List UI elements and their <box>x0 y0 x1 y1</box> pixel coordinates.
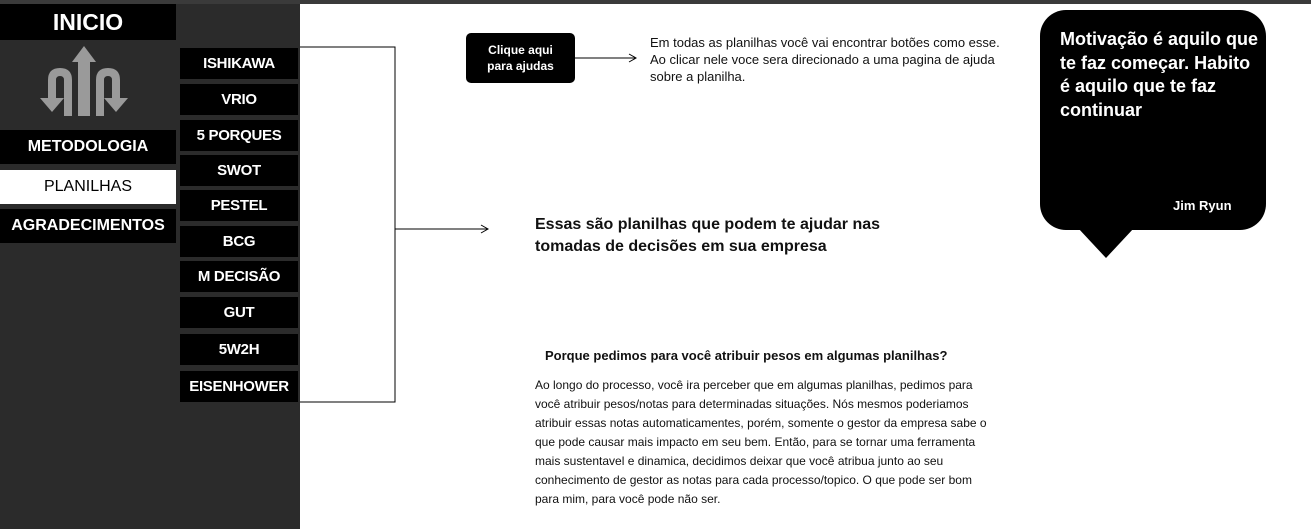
nav-agradecimentos[interactable]: AGRADECIMENTOS <box>0 209 176 243</box>
sheet-m-decisao[interactable]: M DECISÃO <box>180 261 298 292</box>
sheet-ishikawa[interactable]: ISHIKAWA <box>180 48 298 79</box>
inicio-button[interactable]: INICIO <box>0 4 176 40</box>
nav-planilhas[interactable]: PLANILHAS <box>0 170 176 204</box>
sheet-eisenhower[interactable]: EISENHOWER <box>180 371 298 402</box>
sheet-bcg[interactable]: BCG <box>180 226 298 257</box>
sheet-5-porques[interactable]: 5 PORQUES <box>180 120 298 151</box>
weights-title: Porque pedimos para você atribuir pesos em algumas planilhas? <box>545 348 948 363</box>
quote-tail <box>1078 228 1134 258</box>
sheet-pestel[interactable]: PESTEL <box>180 190 298 221</box>
help-button-label: Clique aqui para ajudas <box>487 43 554 73</box>
quote-text: Motivação é aquilo que te faz começar. Habito é aquilo que te faz continuar <box>1060 29 1259 120</box>
help-description: Em todas as planilhas você vai encontrar botões como esse. Ao clicar nele voce sera direcionado a uma pagina de ajuda sobre a planilha. <box>650 35 1000 84</box>
sheets-description: Essas são planilhas que podem te ajudar nas tomadas de decisões em sua empresa <box>535 216 881 255</box>
sheet-5w2h[interactable]: 5W2H <box>180 334 298 365</box>
quote-author: Jim Ryun <box>1173 198 1232 213</box>
arrows-icon <box>34 46 134 116</box>
sheet-vrio[interactable]: VRIO <box>180 84 298 115</box>
sheet-swot[interactable]: SWOT <box>180 155 298 186</box>
help-button[interactable] <box>466 33 575 83</box>
nav-metodologia[interactable]: METODOLOGIA <box>0 130 176 164</box>
sheet-gut[interactable]: GUT <box>180 297 298 328</box>
weights-body: Ao longo do processo, você ira perceber que em algumas planilhas, pedimos para você atribuir pesos/notas para determinadas situações. Nós mesmos poderiamos atribuir essas notas automaticamentes, porém, somente o gestor da empresa sabe o que pode causar mais impacto em seu bem. Então, para se tornar uma ferramenta mais sustentavel e dinamica, decidimos deixar que você atribua junto ao seu conhecimento de gestor as notas para cada processo/topico. O que pode ser bom para mim, para você pode não ser. <box>535 378 987 506</box>
quote-bubble <box>1040 10 1266 230</box>
